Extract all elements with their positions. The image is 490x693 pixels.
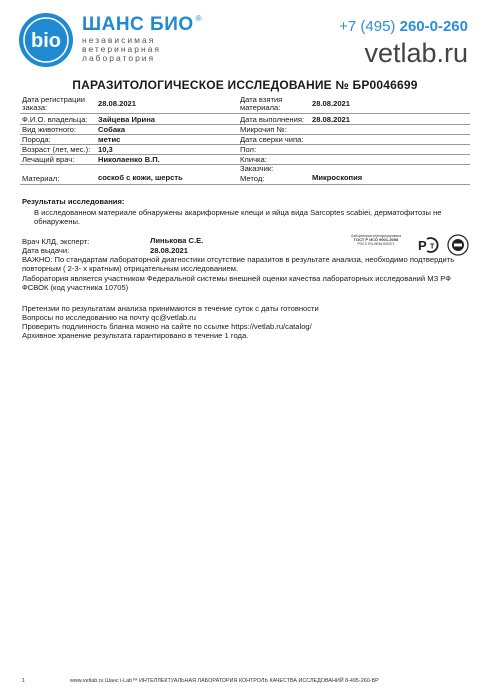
- breed-label: Порода:: [22, 135, 51, 144]
- svg-text:Р: Р: [418, 238, 427, 253]
- brand-reg-mark: ®: [195, 14, 202, 23]
- owner-label: Ф.И.О. владельца:: [22, 115, 88, 124]
- brand-sub-1: независимая: [82, 35, 156, 45]
- material-value: соскоб с кожи, шерсть: [98, 173, 183, 182]
- lab-phone[interactable]: [339, 18, 468, 35]
- note-line-2: повторным ( 2-3- х кратным) отрицательным исследованием.: [22, 264, 239, 273]
- pct-certification-icon: [417, 236, 443, 254]
- customer-label: Заказчик:: [240, 164, 274, 173]
- page-number: 1: [22, 678, 25, 684]
- divider: [20, 184, 470, 185]
- reg-date-value: 28.08.2021: [98, 99, 137, 108]
- species-label: Вид животного:: [22, 125, 77, 134]
- results-heading: Результаты исследования:: [22, 197, 125, 206]
- divider: [20, 113, 470, 114]
- doctor-label: Лечащий врач:: [22, 155, 75, 164]
- issue-date-label: Дата выдачи:: [22, 246, 70, 255]
- lab-website[interactable]: vetlab.ru: [364, 38, 468, 68]
- chip-date-label: Дата сверки чипа:: [240, 135, 304, 144]
- sex-label: Пол:: [240, 145, 257, 154]
- claims-line-2: Вопросы по исследованию на почту qc@vetlab.ru: [22, 313, 197, 322]
- claims-line-4: Архивное хранение результата гарантировано в течение 1 года.: [22, 331, 249, 340]
- document-title: ПАРАЗИТОЛОГИЧЕСКОЕ ИССЛЕДОВАНИЕ № БР0046699: [72, 78, 418, 92]
- expert-label: Врач КЛД, эксперт:: [22, 237, 90, 246]
- owner-value: Зайцева Ирина: [98, 115, 156, 124]
- species-value: Собака: [98, 125, 126, 134]
- cert-text: [345, 234, 407, 247]
- brand-name: ШАНС БИО: [82, 14, 194, 35]
- material-label: Материал:: [22, 174, 60, 183]
- microchip-label: Микрочип №:: [240, 125, 287, 134]
- sample-date-label-2: материала:: [240, 103, 281, 112]
- issue-date-value: 28.08.2021: [150, 246, 189, 255]
- reg-date-label-1: Дата регистрации: [22, 95, 85, 104]
- age-label: Возраст (лет, мес.):: [22, 145, 91, 154]
- footer-text: www.vetlab.ru Шанс i-Lab™ ИНТЕЛЛЕКТУАЛЬНАЯ ЛАБОРАТОРИЯ КОНТРОЛЬ КАЧЕСТВА ИССЛЕДОВАНИЙ 8-495-260-ВР: [70, 678, 379, 684]
- brand-block: [82, 14, 202, 63]
- note-line-3: Лаборатория является участником Федеральной системы внешней оценки качества лабораторных исследований МЗ РФ: [22, 274, 452, 283]
- sample-date-label-1: Дата взятия: [240, 95, 283, 104]
- note-line-4: ФСВОК (код участника 10705): [22, 283, 129, 292]
- logo-text: bio: [31, 30, 61, 52]
- expert-value: Линькова С.Е.: [150, 236, 204, 245]
- results-line-2: обнаружены.: [34, 217, 81, 226]
- age-value: 10,3: [98, 145, 113, 154]
- shans-bio-logo: [18, 12, 74, 68]
- phone-number: 260-0-260: [399, 18, 468, 35]
- phone-prefix: +7 (495): [339, 18, 396, 35]
- brand-sub-3: лаборатория: [82, 53, 156, 63]
- sample-date-value: 28.08.2021: [312, 99, 351, 108]
- brand-sub-2: ветеринарная: [82, 44, 162, 54]
- claims-line-3: Проверить подлинность бланка можно на сайте по ссылке https://vetlab.ru/catalog/: [22, 322, 312, 331]
- note-line-1: ВАЖНО: По стандартам лабораторной диагностики отсутствие паразитов в результате анализа, необходимо подтвердить: [22, 255, 455, 264]
- reg-date-label-2: заказа:: [22, 103, 48, 112]
- nickname-label: Кличка:: [240, 155, 267, 164]
- breed-value: метис: [98, 135, 121, 144]
- cert-line-2: ГОСТ Р ИСО 9001-2008: [353, 237, 399, 243]
- quality-seal-icon: [447, 234, 469, 256]
- done-date-label: Дата выполнения:: [240, 115, 305, 124]
- claims-line-1: Претензии по результатам анализа принимаются в течение суток с даты готовности: [22, 304, 319, 313]
- method-value: Микроскопия: [312, 173, 363, 182]
- cert-line-3: РОСС RU.ИК36.К00071: [357, 242, 395, 247]
- svg-text:Т: Т: [430, 243, 435, 251]
- method-label: Метод:: [240, 174, 265, 183]
- done-date-value: 28.08.2021: [312, 115, 351, 124]
- results-line-1: В исследованном материале обнаружены акариформные клещи и яйца вида Sarcoptes scabiei, дерматофитозы не: [34, 208, 442, 217]
- cert-line-1: Лаборатория сертифицирована: [350, 234, 402, 238]
- doctor-value: Николаенко В.П.: [98, 155, 160, 164]
